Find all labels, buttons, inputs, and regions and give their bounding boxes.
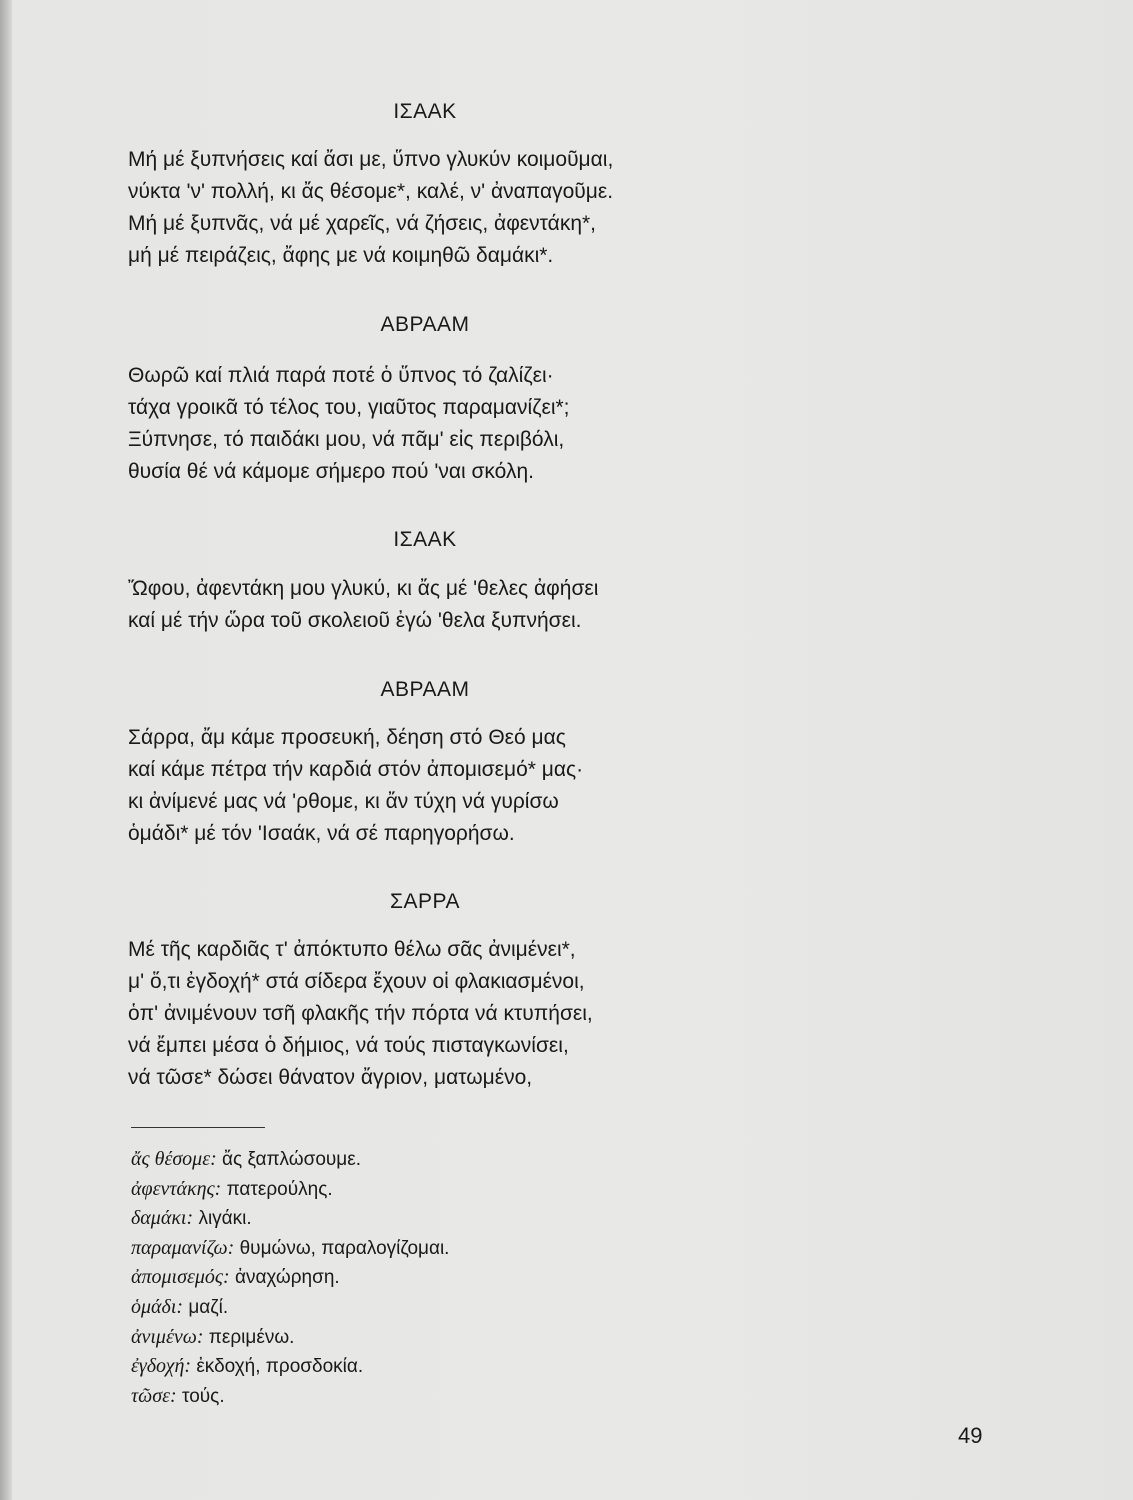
verse-line: Θωρῶ καί πλιά παρά ποτέ ὁ ὕπνος τό ζαλίζει·	[128, 364, 554, 387]
speaker-heading: ΑΒΡΑΑΜ	[380, 678, 470, 701]
glossary-term: ἀφεντάκης:	[131, 1177, 222, 1200]
glossary-entry	[131, 1234, 449, 1264]
verse-line: κι ἀνίμενέ μας νά 'ρθομε, κι ἄν τύχη νά γυρίσω	[128, 790, 559, 813]
verse-stanza	[128, 934, 593, 1094]
verse-line: νύκτα 'ν' πολλή, κι ἄς θέσομε*, καλέ, ν' ἀναπαγοῦμε.	[128, 180, 614, 203]
glossary-entry	[131, 1293, 449, 1323]
verse-line: Μή μέ ξυπνᾶς, νά μέ χαρεῖς, νά ζήσεις, ἀφεντάκη*,	[128, 212, 596, 235]
verse-line: Ὤφου, ἀφεντάκη μου γλυκύ, κι ἄς μέ 'θελες ἀφήσει	[128, 577, 599, 600]
glossary-entry	[131, 1263, 449, 1293]
verse-line: Μή μέ ξυπνήσεις καί ἄσι με, ὕπνο γλυκύν κοιμοῦμαι,	[128, 148, 614, 171]
glossary-definition: περιμένω.	[208, 1326, 295, 1348]
glossary-definition: λιγάκι.	[198, 1208, 252, 1230]
verse-stanza	[128, 360, 570, 488]
verse-line: Ξύπνησε, τό παιδάκι μου, νά πᾶμ' εἰς περιβόλι,	[128, 428, 565, 451]
verse-line: ὁπ' ἀνιμένουν τσῆ φλακῆς τήν πόρτα νά κτυπήσει,	[128, 1002, 593, 1025]
glossary-term: ἄς θέσομε:	[131, 1148, 217, 1170]
glossary-definition: πατερούλης.	[226, 1178, 333, 1200]
verse-stanza	[128, 722, 583, 850]
glossary-term: παραμανίζω:	[131, 1236, 235, 1259]
verse-line: Σάρρα, ἄμ κάμε προσευκή, δέηση στό Θεό μας	[128, 726, 566, 749]
glossary-entry	[131, 1175, 449, 1205]
page-number: 49	[958, 1423, 983, 1448]
glossary-term: ἀνιμένω:	[131, 1325, 204, 1348]
verse-line: καί κάμε πέτρα τήν καρδιά στόν ἀπομισεμό* μας·	[128, 758, 584, 781]
glossary-term: τῶσε:	[131, 1384, 177, 1407]
binding-shadow	[0, 0, 12, 1500]
verse-line: ὁμάδι* μέ τόν 'Ισαάκ, νά σέ παρηγορήσω.	[128, 822, 515, 845]
glossary-definition: ἀναχώρηση.	[234, 1267, 340, 1289]
speaker-heading: ΑΒΡΑΑΜ	[380, 313, 470, 336]
verse-line: τάχα γροικᾶ τό τέλος του, γιαῦτος παραμανίζει*;	[128, 396, 570, 419]
glossary-term: ὁμάδι:	[131, 1295, 184, 1318]
verse-stanza	[128, 573, 598, 637]
glossary-definition: θυμώνω, παραλογίζομαι.	[239, 1237, 450, 1259]
speaker-heading: ΙΣΑΑΚ	[393, 100, 457, 123]
glossary-entry	[131, 1352, 449, 1382]
verse-line: θυσία θέ νά κάμομε σήμερο πού 'ναι σκόλη.	[128, 460, 534, 483]
glossary-term: ἀπομισεμός:	[131, 1266, 230, 1289]
footnote-divider	[131, 1127, 265, 1128]
speaker-heading: ΣΑΡΡΑ	[390, 890, 460, 913]
speaker-heading: ΙΣΑΑΚ	[393, 528, 457, 551]
verse-line: Μέ τῆς καρδιᾶς τ' ἀπόκτυπο θέλω σᾶς ἀνιμένει*,	[128, 938, 576, 961]
verse-stanza	[128, 144, 613, 272]
glossary-term: ἐγδοχή:	[131, 1355, 192, 1378]
glossary-entry	[131, 1145, 449, 1175]
glossary-entry	[131, 1323, 449, 1353]
glossary-term: δαμάκι:	[131, 1207, 194, 1230]
verse-line: νά τῶσε* δώσει θάνατον ἄγριον, ματωμένο,	[128, 1066, 533, 1089]
glossary-definition: τούς.	[181, 1385, 225, 1407]
verse-line: μ' ὅ,τι ἐγδοχή* στά σίδερα ἔχουν οἱ φλακιασμένοι,	[128, 970, 585, 993]
verse-line: καί μέ τήν ὥρα τοῦ σκολειοῦ ἐγώ 'θελα ξυπνήσει.	[128, 609, 582, 632]
glossary-notes	[131, 1145, 449, 1411]
verse-line: νά ἔμπει μέσα ὁ δήμιος, νά τούς πισταγκωνίσει,	[128, 1034, 569, 1057]
glossary-definition: μαζί.	[188, 1296, 229, 1318]
glossary-definition: ἐκδοχή, προσδοκία.	[196, 1356, 364, 1378]
verse-line: μή μέ πειράζεις, ἄφης με νά κοιμηθῶ δαμάκι*.	[128, 244, 554, 267]
glossary-entry	[131, 1382, 449, 1412]
glossary-entry	[131, 1204, 449, 1234]
glossary-definition: ἄς ξαπλώσουμε.	[222, 1149, 361, 1170]
